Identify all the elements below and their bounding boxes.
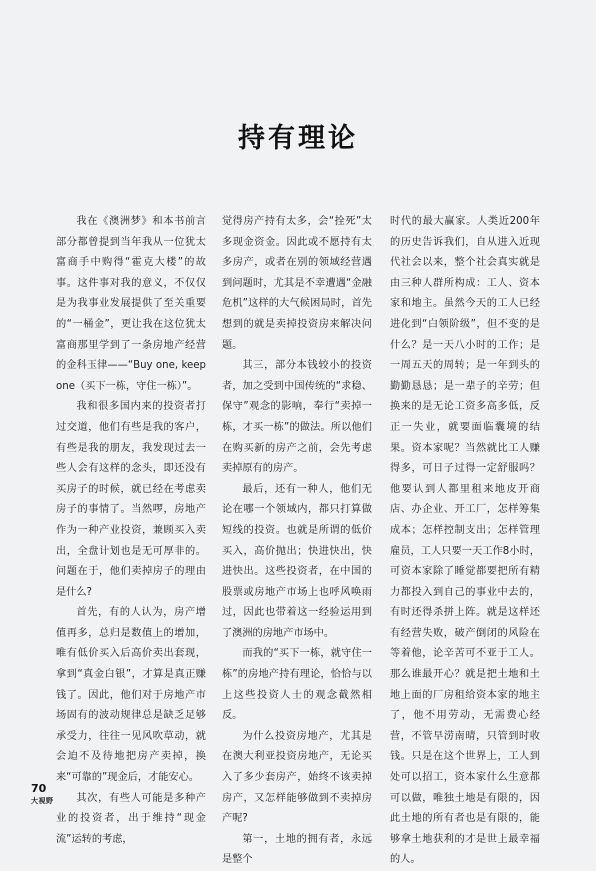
paragraph: 我和很多国内来的投资者打过交道，他们有些是我的客户，有些是我的朋友，我发现过去一些人会有这样的念头，即还没有买房子的时候，就已经在考虑卖房子的事情了。当然啰，房地产作为一种产业投资，兼顾买入卖出，全盘计划也是无可厚非的。问题在于，他们卖掉房子的理由是什么? xyxy=(56,401,206,598)
page-number: 70 xyxy=(31,782,47,795)
magazine-name: 大视野 xyxy=(31,797,54,805)
text-column-3 xyxy=(390,212,540,866)
paragraph: 为什么投资房地产，尤其是在澳大利亚投资房地产，无论买入了多少套房产，始终不该卖掉房产，又怎样能够做到不卖掉房产呢? xyxy=(222,730,372,825)
article-title: 持有理论 xyxy=(238,123,358,154)
paragraph: 第一，土地的拥有者，永远是整个 xyxy=(222,833,372,866)
paragraph: 其次，有些人可能是多种产业的投资者，出于维持“现金流”运转的考虑， xyxy=(56,792,206,845)
paragraph: 而我的“买下一栋，就守住一栋”的房地产持有理论，恰恰与以上这些投资人士的观念截然相反。 xyxy=(222,648,372,722)
paragraph: 我在《澳洲梦》和本书前言部分都曾提到当年我从一位犹太富商手中购得“霍克大楼”的故事。这件事对我的意义，不仅仅是为我事业发展提供了至关重要的“一桶金”，更让我在这位犹太富商那里学到了一条房地产经营的金科玉律——“Buy one, keep one（买下一栋，守住一栋）”。 xyxy=(56,216,206,392)
paragraph: 最后，还有一种人，他们无论在哪一个领域内，都只打算做短线的投资。也就是所谓的低价买入，高价抛出；快进快出，快进快出。这些投资者，在中国的股票或房地产市场上也呼风唤雨过，因此也带着这一经验运用到了澳洲的房地产市场中。 xyxy=(222,483,372,639)
paragraph: 时代的最大赢家。人类近200年的历史告诉我们，自从进入近现代社会以来，整个社会真实就是由三种人群所构成：工人、资本家和地主。虽然今天的工人已经进化到“白领阶级”，但不变的是什么？是一天八小时的工作；是一周五天的周转；是一年到头的勤勤恳恳；是一辈子的辛劳；但换来的是无论工资多高多低，反正一失业，就要面临囊境的结果。资本家呢？当然就比工人赚得多，可日子过得一定舒服吗？他要认到人都里租来地皮开商店、办企业、开工厂，怎样筹集成本；怎样控制支出；怎样管理雇员，工人只要一天工作8小时，可资本家除了睡觉都要把所有精力都投入到自己的事业中去的，有时还得杀拼上阵。就是这样还有经营失败，破产倒闭的风险在等着他，论辛苦可不亚于工人。那么谁最开心？就是把土地和土地上面的厂房租给资本家的地主了，他不用劳动，无需费心经营，不管早涝南晴，只管到时收钱。只是在这个世界上，工人到处可以招工，资本家什么生意都可以做，唯独土地是有限的，因此土地的所有者也是有限的，能够拿土地获利的才是世上最幸福的人。 xyxy=(390,216,540,866)
paragraph: 其三，部分本钱较小的投资者，加之受到中国传统的“求稳、保守”观念的影响，奉行“卖掉一栋，才买一栋”的做法。所以他们在购买新的房产之前，会先考虑卖掉原有的房产。 xyxy=(222,360,372,475)
paragraph: 首先，有的人认为，房产增值再多，总归是数值上的增加，唯有低价买入后高价卖出套现，拿到“真金白银”，才算是真正赚钱了。因此，他们对于房地产市场固有的波动规律总是缺乏足够承受力，往往一见风吹草动，就会迫不及待地把房产卖掉，换来“可靠的”现金后，才能安心。 xyxy=(56,607,206,784)
paragraph: 觉得房产持有太多，会“拴死”太多现金资金。因此或不愿持有太多房产，或者在别的领域经营遇到问题时，尤其是不幸遭遇“金融危机”这样的大气候困局时，首先想到的就是卖掉投资房来解决问题。 xyxy=(222,216,372,351)
text-column-2 xyxy=(222,212,372,866)
text-column-1 xyxy=(56,212,206,845)
